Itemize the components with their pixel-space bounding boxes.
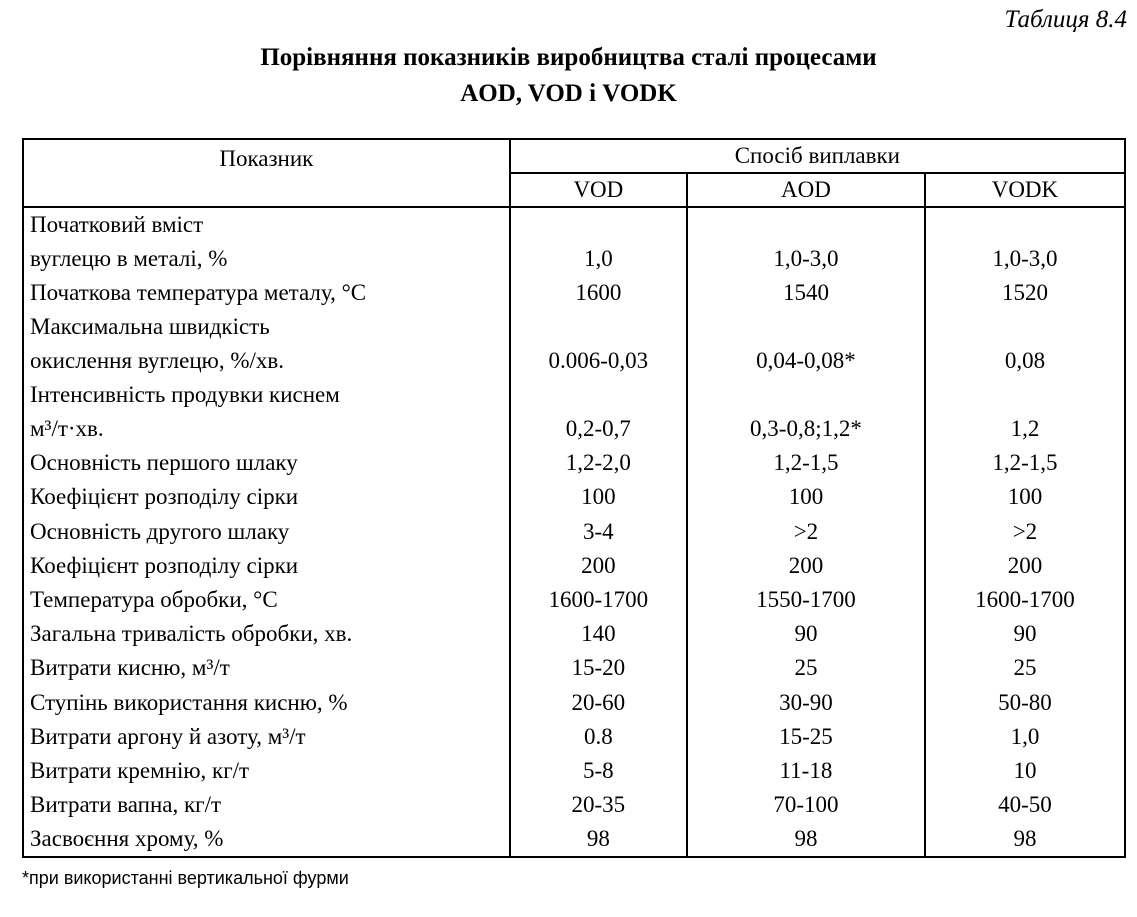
row-label — [23, 446, 510, 480]
page-title — [0, 40, 1137, 112]
table-row — [23, 207, 1125, 276]
cell-vod: 98 — [510, 822, 687, 857]
row-label-line: Основність другого шлаку — [30, 518, 290, 544]
cell-vod: 1,2-2,0 — [510, 446, 687, 480]
row-label — [23, 378, 510, 446]
table-row — [23, 720, 1125, 754]
row-label-line: Ступінь використання кисню, % — [30, 689, 348, 715]
cell-aod: 1,0-3,0 — [687, 207, 925, 276]
table-body — [23, 207, 1125, 857]
table-row — [23, 788, 1125, 822]
cell-vodk: 1,2-1,5 — [925, 446, 1125, 480]
footnote: *при використанні вертикальної фурми — [22, 868, 349, 888]
row-label-line: Максимальна швидкість — [30, 314, 270, 340]
cell-vod: 20-35 — [510, 788, 687, 822]
cell-vod: 1,0 — [510, 207, 687, 276]
cell-vodk: >2 — [925, 515, 1125, 549]
cell-vodk: 90 — [925, 617, 1125, 651]
cell-aod: 1540 — [687, 276, 925, 310]
title-line-2: AOD, VOD і VODK — [460, 80, 677, 107]
table-row — [23, 583, 1125, 617]
cell-vod: 3-4 — [510, 515, 687, 549]
cell-aod: 0,04-0,08* — [687, 310, 925, 378]
row-label-line: Основність першого шлаку — [30, 450, 298, 476]
row-label — [23, 754, 510, 788]
row-label — [23, 310, 510, 378]
cell-vodk: 1,0 — [925, 720, 1125, 754]
table-row — [23, 651, 1125, 685]
row-label-line: вуглецю в металі, % — [30, 246, 228, 271]
cell-aod: >2 — [687, 515, 925, 549]
row-label — [23, 515, 510, 549]
cell-aod: 30-90 — [687, 686, 925, 720]
row-label-line: Коефіцієнт розподілу сірки — [30, 484, 299, 510]
table-row — [23, 446, 1125, 480]
cell-aod: 11-18 — [687, 754, 925, 788]
header-method: Спосіб виплавки — [510, 139, 1125, 173]
cell-vod: 0,2-0,7 — [510, 378, 687, 446]
cell-vod: 15-20 — [510, 651, 687, 685]
row-label-line: м³/т·хв. — [30, 416, 104, 442]
row-label-line: Інтенсивність продувки киснем — [30, 382, 340, 408]
cell-vodk: 1,2 — [925, 378, 1125, 446]
row-label — [23, 788, 510, 822]
header-vodk: VODK — [925, 173, 1125, 207]
table-row — [23, 617, 1125, 651]
row-label-line: Загальна тривалість обробки, хв. — [30, 621, 353, 647]
row-label — [23, 480, 510, 514]
table-row — [23, 480, 1125, 514]
header-vod: VOD — [510, 173, 687, 207]
cell-aod: 1550-1700 — [687, 583, 925, 617]
comparison-table — [22, 138, 1126, 858]
row-label-line: Витрати аргону й азоту, м³/т — [30, 723, 306, 749]
cell-vod: 5-8 — [510, 754, 687, 788]
cell-vodk: 100 — [925, 480, 1125, 514]
row-label-line: Витрати вапна, кг/т — [30, 792, 222, 818]
table-row — [23, 754, 1125, 788]
header-parameter: Показник — [23, 139, 510, 207]
row-label — [23, 207, 510, 276]
row-label-line: Засвоєння хрому, % — [30, 826, 224, 852]
cell-aod: 98 — [687, 822, 925, 857]
row-label — [23, 276, 510, 310]
table-caption: Таблиця 8.4 — [1004, 6, 1127, 33]
cell-aod: 0,3-0,8;1,2* — [687, 378, 925, 446]
cell-aod: 25 — [687, 651, 925, 685]
table-row — [23, 549, 1125, 583]
cell-vodk: 25 — [925, 651, 1125, 685]
title-line-1: Порівняння показників виробництва сталі процесами — [260, 44, 877, 71]
cell-vod: 0.006-0,03 — [510, 310, 687, 378]
row-label — [23, 822, 510, 857]
row-label-line: Початковий вміст — [30, 212, 204, 237]
cell-aod: 90 — [687, 617, 925, 651]
cell-vod: 140 — [510, 617, 687, 651]
cell-vod: 200 — [510, 549, 687, 583]
row-label — [23, 617, 510, 651]
cell-vodk: 50-80 — [925, 686, 1125, 720]
row-label — [23, 651, 510, 685]
cell-vodk: 98 — [925, 822, 1125, 857]
cell-vodk: 1520 — [925, 276, 1125, 310]
cell-vod: 1600-1700 — [510, 583, 687, 617]
cell-vodk: 40-50 — [925, 788, 1125, 822]
header-aod: AOD — [687, 173, 925, 207]
cell-aod: 1,2-1,5 — [687, 446, 925, 480]
row-label — [23, 549, 510, 583]
table-row — [23, 276, 1125, 310]
cell-aod: 70-100 — [687, 788, 925, 822]
row-label-line: Температура обробки, °С — [30, 587, 278, 613]
row-label-line: Коефіцієнт розподілу сірки — [30, 552, 299, 578]
cell-vod: 100 — [510, 480, 687, 514]
row-label-line: Витрати кисню, м³/т — [30, 655, 230, 681]
row-label-line: Початкова температура металу, °С — [30, 280, 367, 306]
cell-vod: 1600 — [510, 276, 687, 310]
cell-vodk: 1600-1700 — [925, 583, 1125, 617]
row-label — [23, 720, 510, 754]
row-label-line: Витрати кремнію, кг/т — [30, 757, 250, 783]
cell-aod: 200 — [687, 549, 925, 583]
cell-aod: 15-25 — [687, 720, 925, 754]
table-row — [23, 822, 1125, 857]
row-label — [23, 583, 510, 617]
table-row — [23, 378, 1125, 446]
row-label-line: окислення вуглецю, %/хв. — [30, 348, 284, 374]
table-row — [23, 310, 1125, 378]
cell-aod: 100 — [687, 480, 925, 514]
cell-vodk: 10 — [925, 754, 1125, 788]
cell-vodk: 200 — [925, 549, 1125, 583]
cell-vodk: 1,0-3,0 — [925, 207, 1125, 276]
row-label — [23, 686, 510, 720]
table-row — [23, 515, 1125, 549]
cell-vod: 20-60 — [510, 686, 687, 720]
table-row — [23, 686, 1125, 720]
cell-vod: 0.8 — [510, 720, 687, 754]
cell-vodk: 0,08 — [925, 310, 1125, 378]
